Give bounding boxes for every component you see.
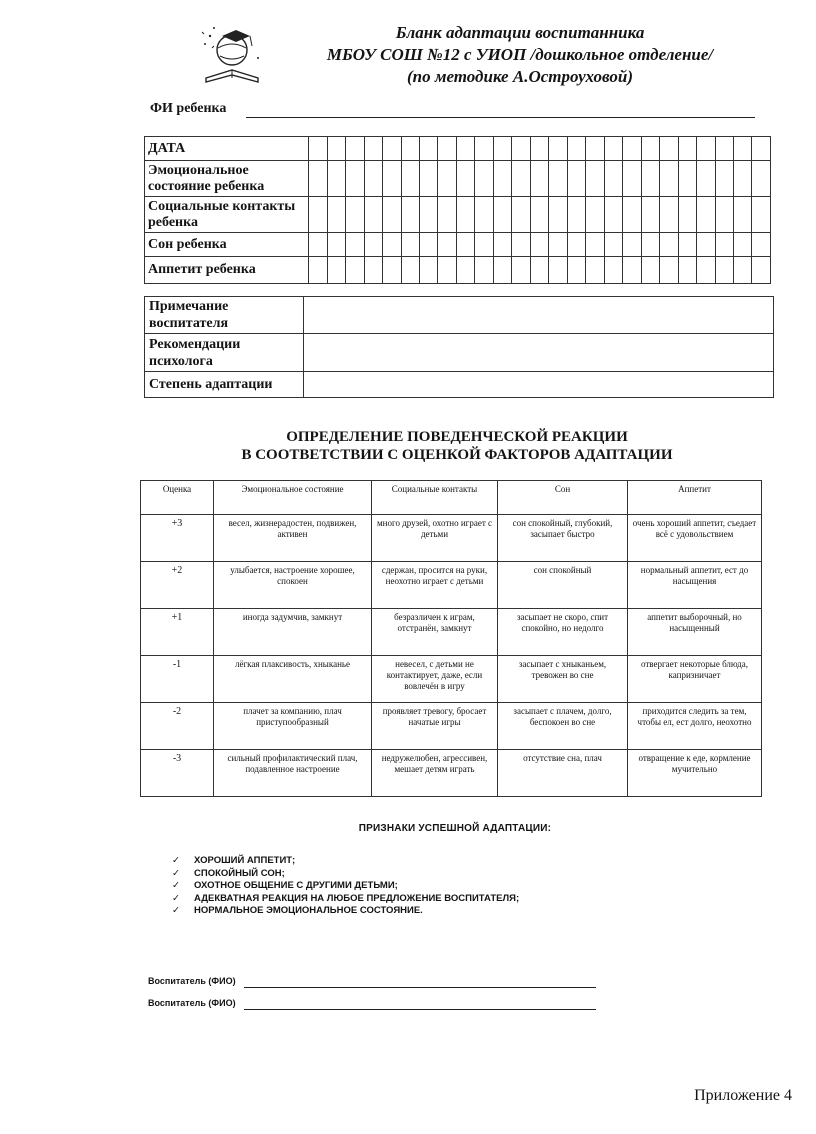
- tracking-cell[interactable]: [604, 257, 622, 284]
- tracking-cell[interactable]: [733, 257, 751, 284]
- tracking-cell[interactable]: [660, 137, 678, 161]
- factor-cell: засыпает с плачем, долго, беспокоен во сне: [498, 703, 628, 750]
- factor-header: Оценка: [141, 481, 214, 515]
- tracking-cell[interactable]: [697, 257, 715, 284]
- factor-cell: невесел, с детьми не контактирует, даже, если вовлечён в игру: [372, 656, 498, 703]
- list-item-text: СПОКОЙНЫЙ СОН;: [194, 867, 285, 879]
- tracking-cell[interactable]: [623, 161, 641, 197]
- tracking-cell[interactable]: [678, 161, 696, 197]
- tracking-cell[interactable]: [604, 137, 622, 161]
- tracking-cell[interactable]: [586, 233, 604, 257]
- factor-table: [140, 480, 762, 797]
- tracking-cell[interactable]: [641, 233, 659, 257]
- tracking-table: [144, 136, 771, 284]
- tracking-cell[interactable]: [456, 257, 474, 284]
- tracking-cell[interactable]: [438, 257, 456, 284]
- tracking-cell[interactable]: [549, 257, 567, 284]
- factor-cell: плачет за компанию, плач приступообразный: [214, 703, 372, 750]
- tracking-cell[interactable]: [623, 257, 641, 284]
- factor-header: Сон: [498, 481, 628, 515]
- tracking-cell[interactable]: [493, 161, 511, 197]
- factor-row: [141, 656, 762, 703]
- factor-cell: безразличен к играм, отстранён, замкнут: [372, 609, 498, 656]
- teacher-signature-field[interactable]: [148, 996, 596, 1012]
- checkmark-icon: ✓: [172, 892, 180, 904]
- factor-cell: иногда задумчив, замкнут: [214, 609, 372, 656]
- tracking-cell[interactable]: [697, 137, 715, 161]
- factor-row: [141, 562, 762, 609]
- tracking-cell[interactable]: [456, 233, 474, 257]
- tracking-cell[interactable]: [623, 137, 641, 161]
- tracking-cell[interactable]: [420, 233, 438, 257]
- factor-cell: отсутствие сна, плач: [498, 750, 628, 797]
- tracking-cell[interactable]: [586, 197, 604, 233]
- tracking-cell[interactable]: [715, 197, 733, 233]
- tracking-cell[interactable]: [346, 161, 364, 197]
- tracking-row-emotional: [145, 161, 771, 197]
- child-name-line[interactable]: [246, 117, 755, 118]
- form-title-line: Бланк адаптации воспитанника: [395, 23, 645, 42]
- tracking-cell[interactable]: [493, 137, 511, 161]
- tracking-cell[interactable]: [512, 161, 530, 197]
- success-signs-title: ПРИЗНАКИ УСПЕШНОЙ АДАПТАЦИИ:: [358, 823, 552, 834]
- factor-header: Аппетит: [628, 481, 762, 515]
- factor-cell: лёгкая плаксивость, хныканье: [214, 656, 372, 703]
- teacher-signature-line[interactable]: [244, 1009, 596, 1010]
- tracking-cell[interactable]: [364, 257, 382, 284]
- tracking-cell[interactable]: [456, 137, 474, 161]
- reaction-title-line: ОПРЕДЕЛЕНИЕ ПОВЕДЕНЧЕСКОЙ РЕАКЦИИ: [286, 429, 628, 445]
- tracking-cell[interactable]: [309, 233, 327, 257]
- factor-score: +1: [141, 609, 214, 656]
- tracking-cell[interactable]: [678, 257, 696, 284]
- tracking-cell[interactable]: [567, 257, 585, 284]
- reaction-title-line: В СООТВЕТСТВИИ С ОЦЕНКОЙ ФАКТОРОВ АДАПТАЦИИ: [241, 447, 673, 463]
- factor-cell: сон спокойный, глубокий, засыпает быстро: [498, 515, 628, 562]
- tracking-cell[interactable]: [752, 233, 771, 257]
- tracking-cell[interactable]: [309, 257, 327, 284]
- notes-cell[interactable]: [304, 334, 774, 372]
- checkmark-icon: ✓: [172, 880, 180, 891]
- factor-cell: недружелюбен, агрессивен, мешает детям играть: [372, 750, 498, 797]
- factor-header: Эмоциональное состояние: [214, 481, 372, 515]
- tracking-cell[interactable]: [401, 137, 419, 161]
- factor-cell: приходится следить за тем, чтобы ел, ест долго, неохотно: [628, 703, 762, 750]
- tracking-cell[interactable]: [752, 137, 771, 161]
- tracking-cell[interactable]: [327, 233, 345, 257]
- reaction-section-title: [140, 428, 774, 464]
- success-signs-list: [172, 855, 519, 918]
- tracking-row-label: Социальные контакты ребенка: [145, 197, 309, 233]
- school-emblem-icon: [196, 22, 268, 86]
- factor-row: [141, 609, 762, 656]
- tracking-cell[interactable]: [364, 161, 382, 197]
- notes-row-adaptation: [145, 372, 774, 398]
- factor-cell: аппетит выборочный, но насыщенный: [628, 609, 762, 656]
- child-name-label: ФИ ребенка: [150, 101, 227, 116]
- notes-table: [144, 296, 774, 398]
- tracking-cell[interactable]: [660, 161, 678, 197]
- tracking-cell[interactable]: [586, 161, 604, 197]
- tracking-cell[interactable]: [530, 257, 548, 284]
- tracking-cell[interactable]: [512, 233, 530, 257]
- factor-cell: сильный профилактический плач, подавленное настроение: [214, 750, 372, 797]
- tracking-cell[interactable]: [475, 233, 493, 257]
- tracking-cell[interactable]: [733, 233, 751, 257]
- tracking-row-date: [145, 137, 771, 161]
- tracking-cell[interactable]: [309, 161, 327, 197]
- tracking-cell[interactable]: [549, 161, 567, 197]
- factor-row: [141, 703, 762, 750]
- tracking-cell[interactable]: [364, 233, 382, 257]
- tracking-cell[interactable]: [493, 257, 511, 284]
- list-item-text: АДЕКВАТНАЯ РЕАКЦИЯ НА ЛЮБОЕ ПРЕДЛОЖЕНИЕ ВОСПИТАТЕЛЯ;: [194, 892, 520, 904]
- tracking-cell[interactable]: [383, 161, 401, 197]
- factor-score: +3: [141, 515, 214, 562]
- notes-cell[interactable]: [304, 297, 774, 334]
- notes-row-label: Примечание воспитателя: [145, 297, 304, 334]
- tracking-row-label: Аппетит ребенка: [145, 257, 309, 284]
- tracking-cell[interactable]: [401, 161, 419, 197]
- tracking-cell[interactable]: [420, 137, 438, 161]
- factor-cell: сон спокойный: [498, 562, 628, 609]
- checkmark-icon: ✓: [172, 855, 180, 866]
- tracking-cell[interactable]: [752, 161, 771, 197]
- tracking-cell[interactable]: [327, 161, 345, 197]
- tracking-cell[interactable]: [327, 137, 345, 161]
- list-item: [172, 905, 519, 918]
- factor-cell: сдержан, просится на руки, неохотно играет с детьми: [372, 562, 498, 609]
- tracking-cell[interactable]: [604, 197, 622, 233]
- tracking-cell[interactable]: [678, 197, 696, 233]
- tracking-cell[interactable]: [512, 197, 530, 233]
- tracking-cell[interactable]: [697, 233, 715, 257]
- tracking-cell[interactable]: [475, 161, 493, 197]
- appendix-label: Приложение 4: [694, 1087, 792, 1104]
- tracking-row-sleep: [145, 233, 771, 257]
- notes-row-label: Степень адаптации: [145, 372, 304, 398]
- notes-row-teacher: [145, 297, 774, 334]
- tracking-cell[interactable]: [623, 233, 641, 257]
- tracking-cell[interactable]: [752, 257, 771, 284]
- tracking-cell[interactable]: [567, 197, 585, 233]
- tracking-cell[interactable]: [530, 137, 548, 161]
- factor-cell: проявляет тревогу, бросает начатые игры: [372, 703, 498, 750]
- tracking-row-social: [145, 197, 771, 233]
- tracking-cell[interactable]: [678, 233, 696, 257]
- factor-header-row: [141, 481, 762, 515]
- tracking-cell[interactable]: [475, 137, 493, 161]
- tracking-cell[interactable]: [364, 197, 382, 233]
- list-item: [172, 855, 519, 868]
- tracking-row-label: ДАТА: [145, 137, 309, 161]
- tracking-cell[interactable]: [420, 161, 438, 197]
- tracking-cell[interactable]: [623, 197, 641, 233]
- notes-row-label: Рекомендации психолога: [145, 334, 304, 372]
- tracking-cell[interactable]: [697, 197, 715, 233]
- factor-cell: засыпает с хныканьем, тревожен во сне: [498, 656, 628, 703]
- notes-row-psychologist: [145, 334, 774, 372]
- tracking-cell[interactable]: [346, 257, 364, 284]
- factor-cell: нормальный аппетит, ест до насыщения: [628, 562, 762, 609]
- tracking-cell[interactable]: [475, 257, 493, 284]
- tracking-cell[interactable]: [567, 233, 585, 257]
- list-item-text: НОРМАЛЬНОЕ ЭМОЦИОНАЛЬНОЕ СОСТОЯНИЕ.: [194, 905, 423, 916]
- tracking-cell[interactable]: [733, 161, 751, 197]
- list-item-text: ХОРОШИЙ АППЕТИТ;: [194, 855, 296, 866]
- tracking-cell[interactable]: [493, 197, 511, 233]
- tracking-cell[interactable]: [586, 137, 604, 161]
- teacher-signature-line[interactable]: [244, 987, 596, 988]
- tracking-cell[interactable]: [401, 197, 419, 233]
- tracking-cell[interactable]: [697, 161, 715, 197]
- tracking-cell[interactable]: [549, 233, 567, 257]
- tracking-cell[interactable]: [456, 161, 474, 197]
- factor-header: Социальные контакты: [372, 481, 498, 515]
- list-item: [172, 893, 519, 906]
- tracking-cell[interactable]: [383, 233, 401, 257]
- tracking-cell[interactable]: [401, 257, 419, 284]
- tracking-cell[interactable]: [530, 233, 548, 257]
- tracking-cell[interactable]: [364, 137, 382, 161]
- tracking-cell[interactable]: [438, 161, 456, 197]
- tracking-cell[interactable]: [493, 233, 511, 257]
- tracking-row-appetite: [145, 257, 771, 284]
- list-item-text: ОХОТНОЕ ОБЩЕНИЕ С ДРУГИМИ ДЕТЬМИ;: [194, 880, 398, 891]
- tracking-cell[interactable]: [660, 197, 678, 233]
- checkmark-icon: ✓: [172, 867, 180, 879]
- tracking-cell[interactable]: [604, 233, 622, 257]
- factor-cell: засыпает не скоро, спит спокойно, но недолго: [498, 609, 628, 656]
- factor-row: [141, 750, 762, 797]
- tracking-cell[interactable]: [660, 257, 678, 284]
- factor-cell: весел, жизнерадостен, подвижен, активен: [214, 515, 372, 562]
- tracking-cell[interactable]: [309, 137, 327, 161]
- tracking-cell[interactable]: [346, 233, 364, 257]
- tracking-cell[interactable]: [530, 197, 548, 233]
- tracking-row-label: Эмоциональное состояние ребенка: [145, 161, 309, 197]
- tracking-cell[interactable]: [641, 137, 659, 161]
- teacher-signature-label: Воспитатель (ФИО): [148, 976, 236, 986]
- factor-cell: улыбается, настроение хорошее, спокоен: [214, 562, 372, 609]
- factor-row: [141, 515, 762, 562]
- tracking-cell[interactable]: [660, 233, 678, 257]
- tracking-cell[interactable]: [438, 137, 456, 161]
- tracking-cell[interactable]: [752, 197, 771, 233]
- tracking-cell[interactable]: [715, 161, 733, 197]
- tracking-cell[interactable]: [401, 233, 419, 257]
- tracking-cell[interactable]: [586, 257, 604, 284]
- tracking-cell[interactable]: [715, 233, 733, 257]
- tracking-cell[interactable]: [715, 137, 733, 161]
- tracking-cell[interactable]: [438, 197, 456, 233]
- factor-cell: много друзей, охотно играет с детьми: [372, 515, 498, 562]
- notes-cell[interactable]: [304, 372, 774, 398]
- tracking-cell[interactable]: [512, 257, 530, 284]
- tracking-cell[interactable]: [641, 257, 659, 284]
- tracking-cell[interactable]: [346, 197, 364, 233]
- tracking-cell[interactable]: [420, 257, 438, 284]
- tracking-cell[interactable]: [475, 197, 493, 233]
- form-title: [300, 22, 740, 88]
- tracking-cell[interactable]: [438, 233, 456, 257]
- checkmark-icon: ✓: [172, 905, 180, 916]
- tracking-cell[interactable]: [549, 137, 567, 161]
- tracking-cell[interactable]: [715, 257, 733, 284]
- list-item: [172, 868, 519, 881]
- tracking-cell[interactable]: [530, 161, 548, 197]
- form-title-line: МБОУ СОШ №12 с УИОП /дошкольное отделение/: [326, 45, 714, 64]
- tracking-cell[interactable]: [383, 257, 401, 284]
- tracking-cell[interactable]: [641, 197, 659, 233]
- tracking-cell[interactable]: [309, 197, 327, 233]
- factor-cell: очень хороший аппетит, съедает всё с удовольствием: [628, 515, 762, 562]
- tracking-cell[interactable]: [567, 161, 585, 197]
- tracking-cell[interactable]: [733, 137, 751, 161]
- tracking-cell[interactable]: [604, 161, 622, 197]
- factor-score: -3: [141, 750, 214, 797]
- tracking-cell[interactable]: [327, 257, 345, 284]
- tracking-row-label: Сон ребенка: [145, 233, 309, 257]
- teacher-signature-field[interactable]: [148, 974, 596, 990]
- form-title-line: (по методике А.Остроуховой): [406, 67, 634, 86]
- tracking-cell[interactable]: [641, 161, 659, 197]
- tracking-cell[interactable]: [383, 197, 401, 233]
- teacher-signature-label: Воспитатель (ФИО): [148, 998, 236, 1008]
- tracking-cell[interactable]: [678, 137, 696, 161]
- tracking-cell[interactable]: [512, 137, 530, 161]
- tracking-cell[interactable]: [549, 197, 567, 233]
- child-name-field[interactable]: [150, 101, 755, 121]
- factor-cell: отвергает некоторые блюда, капризничает: [628, 656, 762, 703]
- list-item: [172, 880, 519, 893]
- tracking-cell[interactable]: [327, 197, 345, 233]
- factor-cell: отвращение к еде, кормление мучительно: [628, 750, 762, 797]
- factor-score: +2: [141, 562, 214, 609]
- tracking-cell[interactable]: [420, 197, 438, 233]
- tracking-cell[interactable]: [346, 137, 364, 161]
- tracking-cell[interactable]: [383, 137, 401, 161]
- tracking-cell[interactable]: [567, 137, 585, 161]
- factor-score: -1: [141, 656, 214, 703]
- factor-score: -2: [141, 703, 214, 750]
- tracking-cell[interactable]: [456, 197, 474, 233]
- tracking-cell[interactable]: [733, 197, 751, 233]
